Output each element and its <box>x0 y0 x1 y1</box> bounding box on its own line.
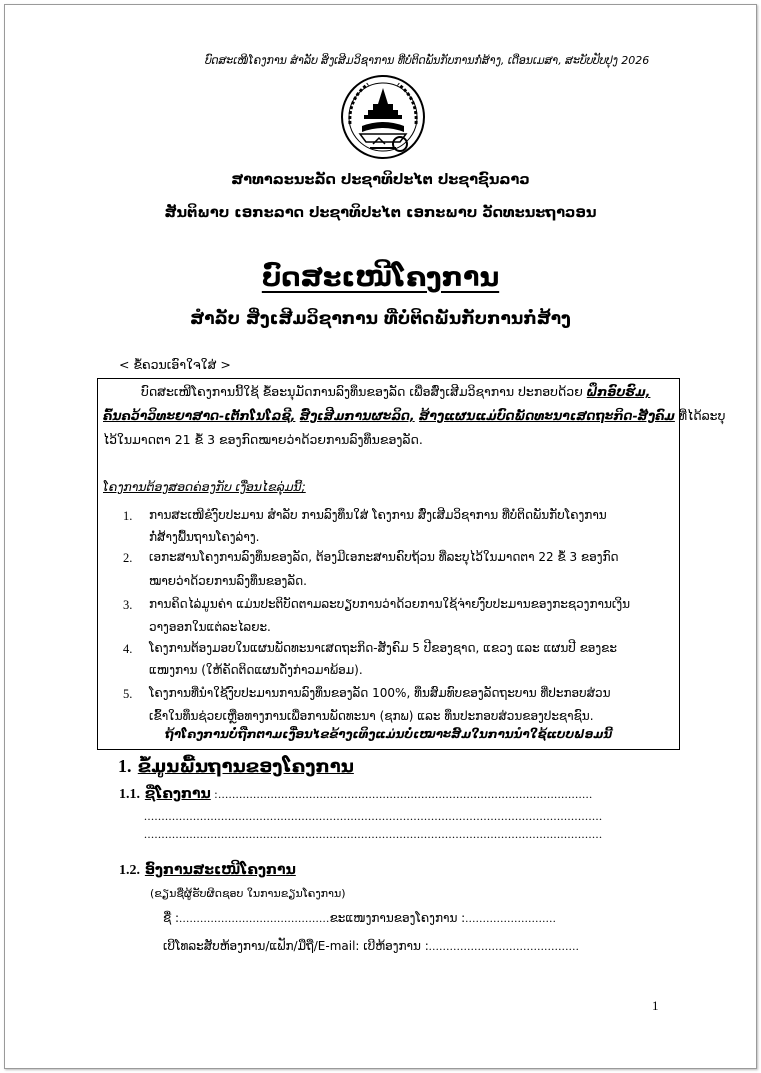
project-name-field-line-2[interactable]: ................................................................................................................................... <box>144 809 603 823</box>
condition-text: ການສະເໜີຂໍງົບປະມານ ສຳລັບ ການລົງທຶນໃສ່ ໂຄງການ ສົ່ງເສີມວິຊາການ ທີ່ບໍ່ຕິດພັນກັບໂຄງການ <box>149 508 607 522</box>
name-field[interactable]: ........................................... <box>179 911 330 925</box>
condition-text: ກໍ່ສ້າງພື້ນຖານໂຄງລ່າງ. <box>149 530 260 544</box>
condition-number: 2. <box>123 551 133 565</box>
notice-label: < ຂໍ້ຄວນເອົາໃຈໃສ່ > <box>119 357 231 372</box>
name-label: ຊື່ : <box>163 911 180 925</box>
notice-intro-line-3: ໄວ້ໃນມາດຕາ 21 ຂໍ້ 3 ຂອງກົດໝາຍວ່າດ້ວຍການລົງທຶນຂອງລັດ. <box>103 432 423 447</box>
section-number: 1. <box>118 756 132 776</box>
section-title: ຂໍ້ມູນພື້ນຖານຂອງໂຄງການ <box>137 756 354 777</box>
document-subtitle: ສຳລັບ ສິ່ງເສີມວິຊາການ ທີ່ບໍ່ຕິດພັນກັບການກໍ່ສ້າງ <box>190 309 571 329</box>
subsection-number: 1.1. <box>119 787 140 802</box>
intro-emph-masterplan: ສ້າງແຜນແມ່ບົດພັດທະນາເສດຖະກິດ-ສັງຄົມ <box>419 408 675 423</box>
section-1-1-heading <box>119 786 593 803</box>
name-row <box>163 911 556 926</box>
notice-footer: ຖ້າໂຄງການບໍ່ຖືກຕາມເງື່ອນໄຂຂ້າງເທິງແມ່ນບໍ່ເໝາະສົມໃນການນຳໃຊ້ແບບຟອມນີ້ <box>164 727 613 741</box>
country-name: ສາທາລະນະລັດ ປະຊາທິປະໄຕ ປະຊາຊົນລາວ <box>231 172 530 188</box>
condition-text: ໝາຍວ່າດ້ວຍການລົງທຶນຂອງລັດ. <box>149 574 307 588</box>
page-number: 1 <box>652 998 659 1013</box>
notice-intro-line-2 <box>103 408 725 423</box>
condition-text: ການຄິດໄລ່ມູນຄ່າ ແມ່ນປະຕິບັດຕາມລະບຽບການວ່າດ້ວຍການໃຊ້ຈ່າຍງົບປະມານຂອງກະຊວງການເງິນ <box>149 597 631 611</box>
section-1-heading <box>118 756 354 777</box>
lao-national-emblem-icon <box>340 74 426 160</box>
condition-number: 4. <box>123 642 133 656</box>
condition-text: ເອກະສານໂຄງການລົງທຶນຂອງລັດ, ຕ້ອງມີເອກະສານຄົບຖ້ວນ ທີ່ລະບຸໄວ້ໃນມາດຕາ 22 ຂໍ້ 3 ຂອງກົດ <box>149 550 619 564</box>
department-label: ຂະແໜງການຂອງໂຄງການ : <box>329 911 466 925</box>
intro-emph-training: ຝຶກອົບຮົມ, <box>586 384 651 399</box>
section-1-2-heading <box>119 862 296 879</box>
condition-text: ໂຄງການທີ່ນຳໃຊ້ງົບປະມານການລົງທຶນຂອງລັດ 100%, ທຶນສົມທົບຂອງລັດຖະບານ ທີ່ປະກອບສ່ວນ <box>149 686 611 700</box>
condition-text: ແໜງການ (ໃຫ້ຄັດຕິດແຜນດັ່ງກ່າວມາພ້ອມ). <box>149 663 363 677</box>
document-title: ບົດສະເໜີໂຄງການ <box>261 262 500 293</box>
intro-text: ບົດສະເໜີໂຄງການນີ້ໃຊ້ ຂໍ້ອະນຸມັດການລົງທຶນຂອງລັດ ເພື່ອສົ່ງເສີມວິຊາການ ປະກອບດ້ວຍ <box>141 384 587 399</box>
condition-number: 1. <box>123 509 133 523</box>
project-name-colon: : <box>210 787 219 801</box>
conditions-heading: ໂຄງການຕ້ອງສອດຄ່ອງກັບ ເງື່ອນໄຂລຸ່ມນີ້; <box>103 479 306 494</box>
proposing-agency-label: ອົງການສະເໜີໂຄງການ <box>144 862 296 878</box>
project-name-field-line-3[interactable]: ................................................................................................................................... <box>144 827 603 841</box>
intro-emph-research: ຄົ້ນຄວ້າວິທະຍາສາດ-ເຕັກໂນໂລຊີ, <box>103 408 296 423</box>
contact-label: ເບີໂທລະສັບຫ້ອງການ/ແຟັກ/ມືຖື/E-mail: ເບີຫ້ອງການ : <box>163 939 429 953</box>
department-field[interactable]: .......................... <box>465 911 557 925</box>
notice-intro-line-1 <box>141 384 650 399</box>
contact-row <box>163 939 579 954</box>
responsible-person-hint: (ຂຽນຊື່ຜູ້ຮັບຜິດຊອບ ໃນການຂຽນໂຄງການ) <box>150 887 346 900</box>
condition-text: ວາງອອກໃນແຕ່ລະໄລຍະ. <box>149 620 271 634</box>
condition-number: 3. <box>123 598 133 612</box>
header-note: ບົດສະເໜີໂຄງການ ສຳລັບ ສິ່ງເສີມວິຊາການ ທີ່ບໍ່ຕິດພັນກັບການກໍ່ສ້າງ, ເດືອນເມສາ, ສະບັບປັບປຸງ 2026 <box>205 54 650 67</box>
condition-number: 5. <box>123 687 133 701</box>
intro-tail: ທີ່ໄດ້ລະບຸ <box>674 408 726 423</box>
intro-emph-production: ສົ່ງເສີມການຜະລິດ, <box>299 408 415 423</box>
project-name-label: ຊື່ໂຄງການ <box>144 786 211 802</box>
national-motto: ສັນຕິພາບ ເອກະລາດ ປະຊາທິປະໄຕ ເອກະພາບ ວັດທະນະຖາວອນ <box>164 205 597 221</box>
subsection-number: 1.2. <box>119 863 140 878</box>
office-phone-field[interactable]: ........................................... <box>428 939 580 953</box>
condition-text: ເຂົ້າໃນທຶນຊ່ວຍເຫຼືອທາງການເພື່ອການພັດທະນາ (ຊກພ) ແລະ ທຶນປະກອບສ່ວນຂອງປະຊາຊົນ. <box>149 709 594 723</box>
condition-text: ໂຄງການຕ້ອງມອບໃນແຜນພັດທະນາເສດຖະກິດ-ສັງຄົມ 5 ປີຂອງຊາດ, ແຂວງ ແລະ ແຜນປີ ຂອງຂະ <box>149 641 617 655</box>
project-name-field[interactable]: ........................................................................................................... <box>218 787 593 801</box>
